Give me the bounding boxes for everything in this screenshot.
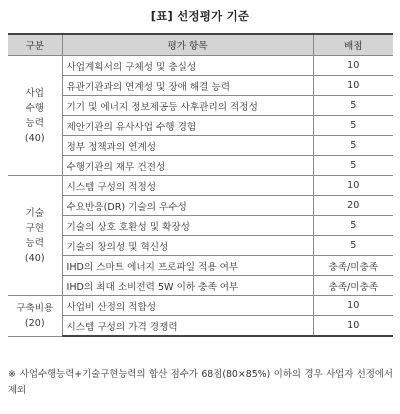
score-cell: 10 bbox=[313, 316, 393, 337]
table-row bbox=[8, 56, 393, 76]
table-row bbox=[8, 136, 393, 156]
score-cell: 5 bbox=[313, 136, 393, 156]
table-row bbox=[8, 256, 393, 276]
item-cell: 기술의 창의성 및 혁신성 bbox=[62, 236, 313, 256]
score-cell: 5 bbox=[313, 216, 393, 236]
evaluation-criteria-table bbox=[8, 33, 393, 337]
item-cell: 제안기관의 유사사업 수행 경험 bbox=[62, 116, 313, 136]
table-row bbox=[8, 316, 393, 337]
table-row bbox=[8, 96, 393, 116]
header-item: 평가 항목 bbox=[62, 34, 313, 56]
category-label-line: 기술 bbox=[25, 207, 45, 219]
item-cell: 시스템 구성의 가격 경쟁력 bbox=[62, 316, 313, 337]
item-cell: 수요반응(DR) 기술의 우수성 bbox=[62, 196, 313, 216]
category-label-line: 구축비용 bbox=[16, 302, 54, 314]
category-label-line: 구현 bbox=[25, 222, 45, 234]
category-label-line: (40) bbox=[24, 252, 45, 264]
item-cell: IHD의 스마트 에너지 프로파일 적용 여부 bbox=[62, 256, 313, 276]
document-title: [표] 선정평가 기준 bbox=[150, 9, 250, 23]
table-row bbox=[8, 116, 393, 136]
category-cell-construction-cost bbox=[8, 296, 62, 337]
item-cell: 수행기관의 재무 건전성 bbox=[62, 156, 313, 176]
score-cell: 충족/미충족 bbox=[313, 276, 393, 296]
category-label-line: 사업 bbox=[25, 87, 45, 99]
footnote: ※ 사업수행능력+기술구현능력의 합산 점수가 68점(80×85%) 이하의 경우 사업자 선정에서 제외 bbox=[8, 369, 393, 396]
table-row bbox=[8, 76, 393, 96]
item-cell: 유관기관과의 연계성 및 장애 해결 능력 bbox=[62, 76, 313, 96]
score-cell: 10 bbox=[313, 296, 393, 316]
item-cell: 시스템 구성의 적정성 bbox=[62, 176, 313, 196]
table-row bbox=[8, 216, 393, 236]
item-cell: 사업계획서의 구체성 및 충실성 bbox=[62, 56, 313, 76]
table-row bbox=[8, 156, 393, 176]
score-cell: 충족/미충족 bbox=[313, 256, 393, 276]
category-label-line: (40) bbox=[24, 132, 45, 144]
category-cell-technical-capability bbox=[8, 176, 62, 296]
item-cell: 기기 및 에너지 정보제공등 사후관리의 적정성 bbox=[62, 96, 313, 116]
score-cell: 20 bbox=[313, 196, 393, 216]
score-cell: 5 bbox=[313, 236, 393, 256]
category-label-line: 능력 bbox=[25, 237, 45, 249]
category-label-line: 수행 bbox=[25, 102, 45, 114]
table-row bbox=[8, 236, 393, 256]
score-cell: 5 bbox=[313, 116, 393, 136]
header-score: 배점 bbox=[313, 34, 393, 56]
score-cell: 10 bbox=[313, 176, 393, 196]
item-cell: 기술의 상호 호환성 및 확장성 bbox=[62, 216, 313, 236]
score-cell: 5 bbox=[313, 156, 393, 176]
category-label-line: (20) bbox=[24, 317, 45, 329]
table-row bbox=[8, 176, 393, 196]
score-cell: 10 bbox=[313, 56, 393, 76]
category-label-line: 능력 bbox=[25, 117, 45, 129]
score-cell: 10 bbox=[313, 76, 393, 96]
item-cell: 정부 정책과의 연계성 bbox=[62, 136, 313, 156]
table-row bbox=[8, 296, 393, 316]
header-category: 구분 bbox=[8, 34, 62, 56]
table-row bbox=[8, 276, 393, 296]
table-row bbox=[8, 196, 393, 216]
table-header-row bbox=[8, 34, 393, 56]
item-cell: 사업비 산정의 적합성 bbox=[62, 296, 313, 316]
score-cell: 5 bbox=[313, 96, 393, 116]
item-cell: IHD의 최대 소비전력 5W 이하 충족 여부 bbox=[62, 276, 313, 296]
category-cell-business-capability bbox=[8, 56, 62, 176]
